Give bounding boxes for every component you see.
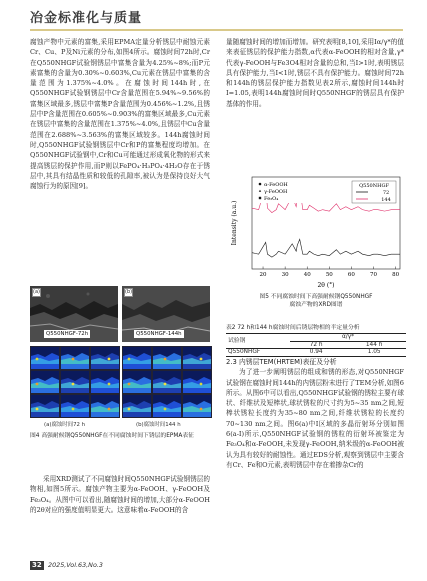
eds-element-map (30, 394, 60, 418)
x-tick-label: 50 (325, 272, 333, 278)
legend-alpha: α-FeOOH (264, 182, 288, 188)
paragraph: 为了进一步阐明锈层的组成和锈的形态,对Q550NHGF试验钢在腐蚀时间144h的内锈层粉末进行了TEM分析,如图6所示。从图6中可以看出,Q550NHGF试验钢的锈粒主要有球状、纤维状及短棒状,球状锈粒的尺寸约为5~35 nm之间,短棒状锈粒长度约为35~80 nm之间,纤维状锈粒的长度约70~130 nm之间。图6(a)中I区域的多晶衍射环分别如图6(a-I)所示,Q550NHGF试验钢的锈粒的衍射环被鉴定为Fe₃O₄和α-FeOOH,未发现γ-FeOOH,纳米级的α-FeOOH被认为具有较好的耐蚀性。通过EDS分析,观察到锈层中主要含有Cr、Fe和O元素,表明锈层中存在着掺杂Cr的 (226, 368, 404, 469)
x-axis-label: 2θ (°) (317, 282, 335, 289)
fe3o4-marker (259, 197, 261, 199)
running-header (0, 0, 427, 30)
table-cell-72h: 0.94 (290, 349, 342, 357)
eds-element-map (30, 346, 60, 370)
x-tick-label: 20 (259, 272, 267, 278)
figure-4 (30, 286, 210, 470)
xrd-chart (226, 173, 406, 291)
legend-fe3o4: Fe₃O₄ (264, 196, 279, 202)
subcaption-a: (a)腐蚀时间72 h (44, 422, 86, 428)
legend (256, 181, 396, 203)
eds-element-map (182, 346, 212, 370)
panel-b-tag: (b) (125, 289, 133, 295)
figure-4-caption: 图4 高强耐候钢Q550NHGF在不同腐蚀时间下锈层的EPMA表征 (30, 433, 194, 439)
legend-title: Q550NHGF (359, 183, 389, 189)
eds-element-map (90, 346, 120, 370)
legend-72: 72 (382, 190, 390, 196)
eds-element-map (122, 394, 152, 418)
table-header-144h: 144 h (342, 341, 406, 349)
y-axis-label: Intensity (a.u.) (231, 200, 238, 246)
eds-element-map (122, 370, 152, 394)
table-cell-144h: 1.05 (342, 349, 406, 357)
eds-element-map (90, 394, 120, 418)
header-rule (30, 29, 403, 31)
figure-5-caption-line1: 图5 不同腐蚀时间下高强耐候钢Q550NHGF (259, 294, 373, 300)
journal-title: 冶金标准化与质量 (30, 11, 143, 26)
panel-b-label: Q550NHGF-144h (136, 331, 182, 337)
subcaption-b: (b)腐蚀时间144 h (136, 422, 181, 428)
eds-element-map (60, 346, 90, 370)
series-line-72 (252, 239, 400, 257)
right-column-text-lower (226, 357, 404, 470)
panel-a-label: Q550NHGF-72h (46, 331, 89, 337)
eds-element-map (122, 346, 152, 370)
eds-element-map (60, 370, 90, 394)
eds-element-map (182, 370, 212, 394)
x-tick-label: 80 (392, 272, 400, 278)
section-heading: 2.3 内锈层TEM(HRTEM)表征及分析 (226, 358, 337, 366)
table-header-72h: 72 h (290, 341, 342, 349)
issue-info: 2025,Vol.63,No.3 (48, 561, 103, 569)
x-tick-label: 60 (347, 272, 355, 278)
eds-element-map (152, 394, 182, 418)
table-cell-sample: Q550NHGF (226, 349, 290, 357)
eds-element-map (152, 370, 182, 394)
x-tick-label: 30 (281, 272, 289, 278)
table-2 (226, 333, 406, 357)
eds-element-map (90, 370, 120, 394)
sem-image-72h (30, 286, 118, 342)
left-column-text (30, 37, 210, 191)
figure-5 (226, 173, 406, 316)
legend-gamma: γ-FeOOH (264, 189, 288, 195)
panel-a-tag: (a) (33, 289, 40, 295)
right-column-text (226, 37, 404, 109)
paragraph: 腐蚀产物中元素的富集,采用EPMA定量分析锈层中耐蚀元素Cr、Cu、P及Ni元素的分布,如图4所示。腐蚀时间72h时,Cr在Q550NHGF试验钢锈层中富集含量为4.25%~8%;而P元素富集的含量为0.30%~0.603%,Cu元素在锈层中富集的含量范围为1.375%~4.0%。在腐蚀时间144h时,在Q550NHGF试验钢锈层中Cr含量范围在5.94%~9.56%的富集区域最多,锈层中富集P含量范围为0.456%~1.2%,且锈层中P含量范围在0.605%~0.903%的富集区域最多,Cu元素在锈层中富集的含量范围在1.375%~4.0%,且锈层中Cu含量范围在2.688%~3.563%的富集区域较多。144h腐蚀时间时,Q550NHGF试验钢锈层中Cr和P的富集程度均增加。在Q550NHGF试验钢中,Cr和Cu可能通过形成氧化物的形式来提高锈层的保护作用,而P则以FePO₄·H₃PO₄·4H₂O存在于锈层中,其具有结晶性质和较低的孔隙率,被认为是保持良好大气腐蚀行为的原因[9]。 (30, 38, 210, 191)
table-header-index: α/γ* (290, 334, 406, 342)
x-tick-label: 70 (369, 272, 377, 278)
paragraph: 量随腐蚀时间的增加而增加。研究表明[8,10],采用Iα/γ*的值来表征锈层的保护能力指数,α代表α-FeOOH的相对含量,γ*代表γ-FeOOH与Fe3O4相对含量的总和,当I>1时,表明锈层具有保护能力,当I<1时,锈层不具有保护能力。腐蚀时间72h和144h的锈层保护能力指数见表2所示,腐蚀时间144h时I=1.05,表明144h腐蚀时间时Q550NHGF的锈层具有保护基体的作用。 (226, 38, 404, 108)
eds-element-map (30, 370, 60, 394)
sem-image-144h (122, 286, 210, 342)
paragraph: 采用XRD测试了不同腐蚀时间Q550NHGF试验钢锈层的物相,如图5所示。腐蚀产物主要为α-FeOOH、γ-FeOOH及Fe₃O₄。从图中可以看出,随腐蚀时间的增加,大部分α-FeOOH的2θ对应的强度值明显更大。这意味着α-FeOOH的含 (30, 475, 210, 514)
legend-144: 144 (381, 197, 391, 203)
page-number: 32 (32, 561, 42, 569)
table-header-sample: 试验钢 (226, 334, 290, 349)
left-column-text-lower (30, 474, 210, 515)
table-2-title: 表2 72 h和144 h腐蚀时间后锈层物相的半定量分析 (226, 325, 360, 331)
eds-element-map (152, 346, 182, 370)
figure-5-caption-line2: 腐蚀产物的XRD图谱 (289, 302, 343, 308)
eds-element-map (60, 394, 90, 418)
x-tick-label: 40 (303, 272, 311, 278)
alpha-feooh-marker (259, 183, 262, 186)
eds-element-map (182, 394, 212, 418)
